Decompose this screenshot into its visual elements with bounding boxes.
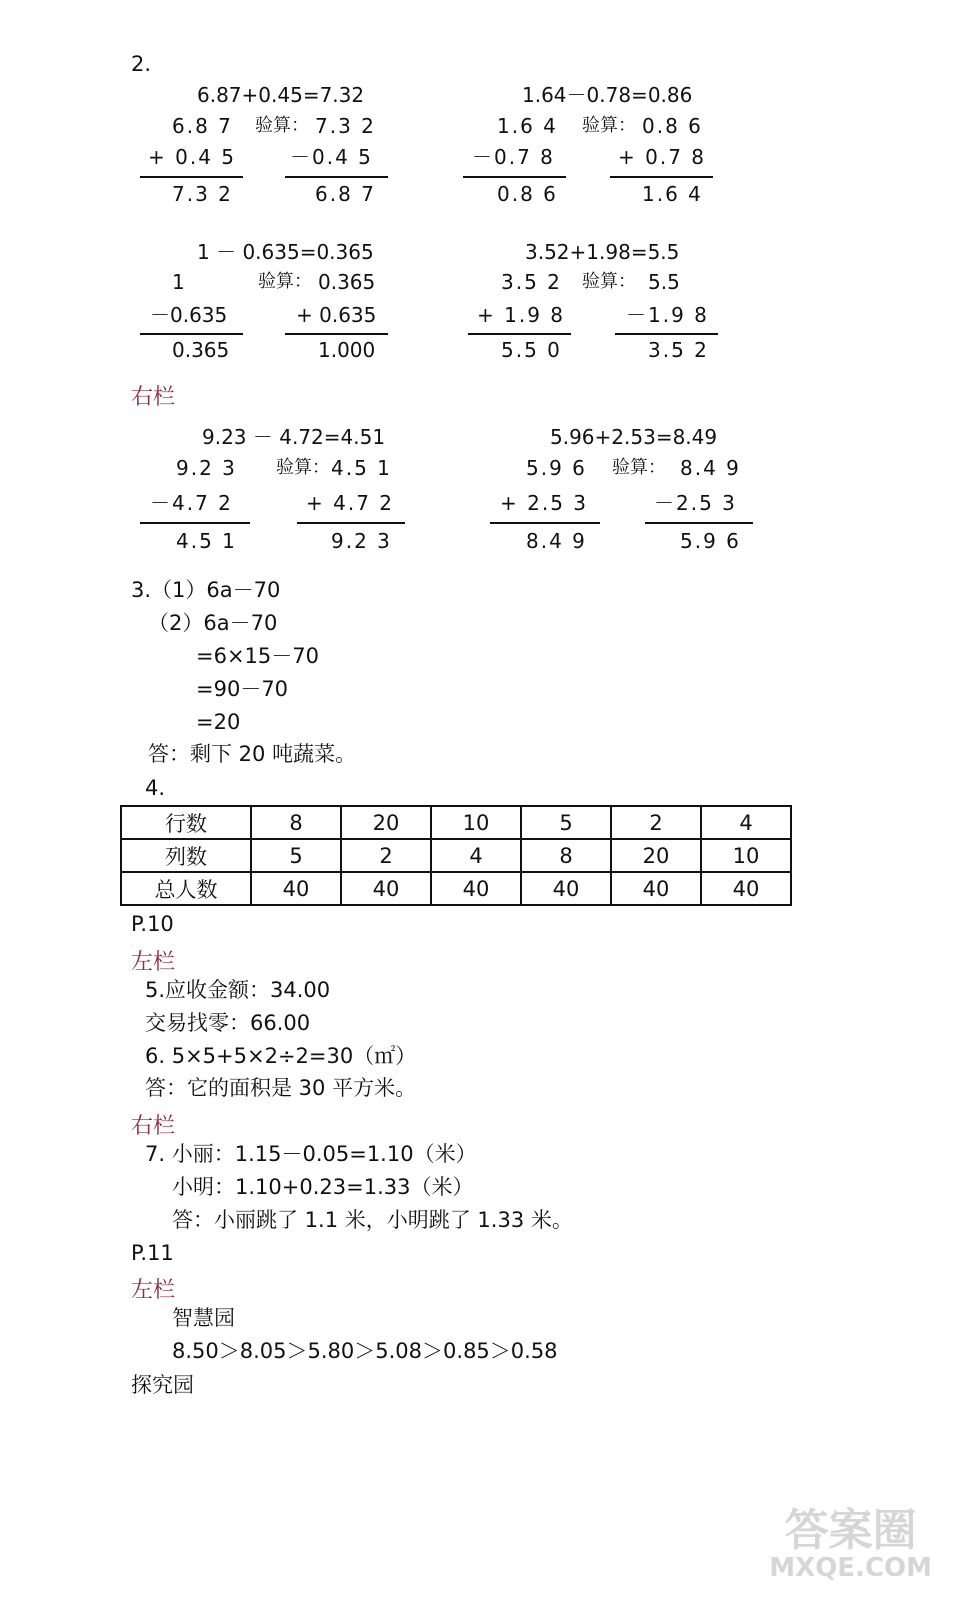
table-row: [121, 806, 791, 839]
left-column-label: 左栏: [131, 1278, 176, 1303]
sum-rule: [140, 176, 243, 178]
sum-rule: [490, 522, 600, 524]
table-cell: 8: [521, 839, 611, 872]
q6-equation: 6. 5×5+5×2÷2=30（㎡）: [145, 1044, 417, 1068]
operator-line: －0.7 8: [472, 145, 555, 169]
operator-line: + 2.5 3: [500, 491, 589, 515]
table-cell: 2: [341, 839, 431, 872]
sum-rule: [468, 333, 571, 335]
explore-garden-heading: 探究园: [131, 1373, 194, 1397]
sum-rule: [140, 333, 243, 335]
q7-xiaoli: 7. 小丽：1.15－0.05=1.10（米）: [145, 1142, 477, 1166]
operand-a: 9.2 3: [176, 456, 237, 480]
table-cell: 40: [251, 872, 341, 905]
q7-xiaoming: 小明：1.10+0.23=1.33（米）: [172, 1175, 474, 1199]
q3-part2: （2）6a－70: [148, 611, 278, 635]
verify-rule: [285, 176, 388, 178]
equation: 6.87+0.45=7.32: [197, 83, 365, 107]
verify-rule: [297, 522, 405, 524]
row-header: 列数: [121, 839, 251, 872]
table-cell: 40: [431, 872, 521, 905]
verify-label: 验算：: [255, 115, 309, 136]
verify-operand: 4.5 1: [331, 456, 392, 480]
sum-rule: [463, 176, 566, 178]
right-column-label: 右栏: [131, 385, 176, 410]
verify-operand: 7.3 2: [315, 114, 376, 138]
table-cell: 20: [611, 839, 701, 872]
verify-operator-line: －2.5 3: [654, 491, 737, 515]
verify-rule: [285, 333, 388, 335]
verify-result: 6.8 7: [315, 182, 376, 206]
decimal-order: 8.50＞8.05＞5.80＞5.08＞0.85＞0.58: [172, 1339, 558, 1363]
q3-part1: 3.（1）6a－70: [131, 578, 281, 602]
result: 8.4 9: [526, 529, 587, 553]
operand-a: 1.6 4: [497, 114, 558, 138]
verify-result: 5.9 6: [680, 529, 741, 553]
verify-label: 验算：: [582, 271, 636, 292]
left-column-label: 左栏: [131, 950, 176, 975]
table-cell: 40: [521, 872, 611, 905]
q3-answer: 答：剩下 20 吨蔬菜。: [148, 742, 357, 766]
table-row: [121, 839, 791, 872]
result: 5.5 0: [501, 338, 562, 362]
table-cell: 40: [611, 872, 701, 905]
table-cell: 20: [341, 806, 431, 839]
verify-label: 验算：: [612, 457, 666, 478]
operand-a: 1: [172, 270, 185, 294]
section-4-label: 4.: [145, 776, 166, 800]
q7-answer: 答：小丽跳了 1.1 米，小明跳了 1.33 米。: [172, 1208, 573, 1232]
table-cell: 10: [701, 839, 791, 872]
section-2-label: 2.: [131, 52, 152, 76]
row-header: 总人数: [121, 872, 251, 905]
verify-operator-line: + 0.635: [296, 303, 377, 327]
q3-step1: =6×15－70: [196, 644, 319, 668]
operand-a: 6.8 7: [172, 114, 233, 138]
result: 0.8 6: [497, 182, 558, 206]
equation: 1 － 0.635=0.365: [197, 240, 374, 264]
result: 4.5 1: [176, 529, 237, 553]
verify-operand: 8.4 9: [680, 456, 741, 480]
page-ref-p11: P.11: [131, 1241, 174, 1265]
verify-rule: [645, 522, 753, 524]
verify-operator-line: －0.4 5: [290, 145, 373, 169]
operator-line: + 1.9 8: [477, 303, 566, 327]
q3-step2: =90－70: [196, 677, 289, 701]
equation: 1.64－0.78=0.86: [522, 83, 693, 107]
verify-label: 验算：: [258, 271, 312, 292]
verify-operand: 0.365: [318, 270, 376, 294]
q6-answer: 答：它的面积是 30 平方米。: [145, 1076, 417, 1100]
operand-a: 5.9 6: [526, 456, 587, 480]
verify-operator-line: －1.9 8: [626, 303, 709, 327]
q5-amount: 5.应收金额：34.00: [145, 978, 331, 1002]
verify-rule: [615, 333, 718, 335]
table-cell: 5: [521, 806, 611, 839]
verify-operand: 0.8 6: [642, 114, 703, 138]
verify-operand: 5.5: [648, 270, 680, 294]
seating-table: [120, 805, 792, 906]
operand-a: 3.5 2: [501, 270, 562, 294]
watermark-top: 答案圈: [784, 1505, 917, 1556]
q5-change: 交易找零：66.00: [145, 1011, 311, 1035]
verify-result: 9.2 3: [331, 529, 392, 553]
table-cell: 40: [341, 872, 431, 905]
operator-line: + 0.4 5: [148, 145, 237, 169]
table-cell: 2: [611, 806, 701, 839]
verify-rule: [610, 176, 713, 178]
row-header: 行数: [121, 806, 251, 839]
table-row: [121, 872, 791, 905]
table-cell: 8: [251, 806, 341, 839]
q3-step3: =20: [196, 710, 241, 734]
table-cell: 4: [701, 806, 791, 839]
table-cell: 5: [251, 839, 341, 872]
sum-rule: [140, 522, 250, 524]
verify-operator-line: + 4.7 2: [306, 491, 395, 515]
operator-line: －0.635: [150, 303, 228, 327]
equation: 3.52+1.98=5.5: [525, 240, 680, 264]
operator-line: －4.7 2: [150, 491, 233, 515]
result: 7.3 2: [172, 182, 233, 206]
verify-result: 3.5 2: [648, 338, 709, 362]
verify-result: 1.6 4: [642, 182, 703, 206]
page-ref-p10: P.10: [131, 912, 174, 936]
verify-result: 1.000: [318, 338, 376, 362]
table-cell: 4: [431, 839, 521, 872]
table-cell: 10: [431, 806, 521, 839]
verify-operator-line: + 0.7 8: [618, 145, 707, 169]
watermark-logo: [769, 1505, 932, 1583]
wisdom-garden-heading: 智慧园: [172, 1306, 235, 1330]
result: 0.365: [172, 338, 230, 362]
equation: 5.96+2.53=8.49: [550, 425, 718, 449]
verify-label: 验算：: [582, 115, 636, 136]
verify-label: 验算：: [276, 457, 330, 478]
equation: 9.23 － 4.72=4.51: [202, 425, 386, 449]
right-column-label: 右栏: [131, 1114, 176, 1139]
table-cell: 40: [701, 872, 791, 905]
watermark-url: MXQE.COM: [769, 1553, 932, 1583]
